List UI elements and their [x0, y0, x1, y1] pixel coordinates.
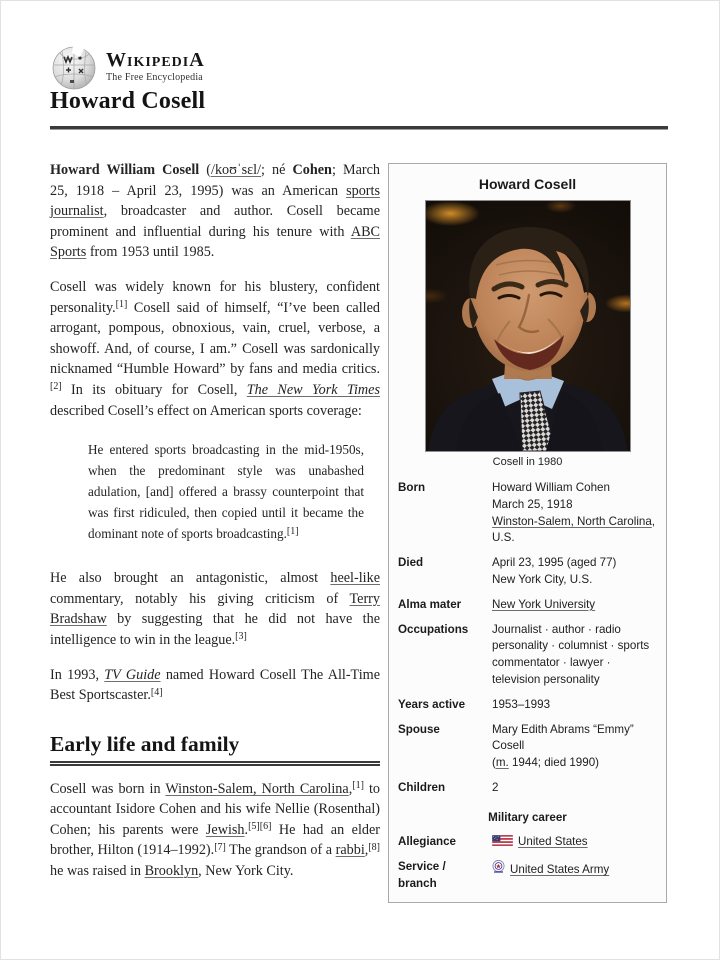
infobox-row-label: Born: [398, 481, 426, 494]
infobox-row: [398, 830, 657, 856]
paragraph-heel-commentary: He also brought an antagonistic, almost heel-like commentary, notably his giving criticism of Terry Bradshaw by suggesting that he did not have the intelligence to win in the league.[3]: [50, 570, 380, 648]
reference-link[interactable]: [1]: [352, 780, 364, 792]
reference-link[interactable]: [5][6]: [248, 821, 272, 833]
link[interactable]: heel-like: [330, 570, 380, 587]
link[interactable]: Winston-Salem, North Carolina: [492, 514, 652, 528]
infobox-row-label: Alma mater: [398, 597, 462, 611]
reference-link[interactable]: [2]: [50, 381, 62, 393]
infobox-row-label: Children: [398, 780, 446, 794]
reference-link[interactable]: [1]: [115, 299, 128, 311]
infobox-row: [398, 593, 657, 618]
link[interactable]: The New York Times: [246, 381, 380, 398]
portrait-illustration: [426, 201, 630, 451]
wikipedia-tagline: The Free Encyclopedia: [106, 72, 203, 83]
link[interactable]: TV Guide: [104, 666, 161, 683]
site-header: [52, 44, 205, 90]
article-body: [50, 160, 380, 896]
infobox-row-label: Died: [398, 556, 424, 570]
infobox-row-value: Mary Edith Abrams “Emmy” Cosell (m. 1944; died 1990): [492, 722, 634, 770]
infobox: [388, 163, 667, 903]
portrait-caption: Cosell in 1980: [492, 456, 563, 468]
reference-link[interactable]: [7]: [214, 841, 226, 853]
title-divider: [50, 126, 668, 130]
page-title: Howard Cosell: [50, 88, 206, 114]
link[interactable]: rabbi: [335, 842, 365, 859]
obituary-quote: He entered sports broadcasting in the mid-1950s, when the predominant style was unabashed adulation, [and] offered a brassy counterpoint that was first ridiculed, then copied until it became the dominant note of sports broadcasting.[1]: [88, 442, 364, 542]
infobox-row: [398, 476, 657, 551]
wikipedia-wordmark[interactable]: WikipediA: [106, 49, 205, 71]
infobox-row: [398, 618, 657, 693]
infobox-title: Howard Cosell: [478, 176, 577, 192]
infobox-row: [398, 693, 657, 718]
paragraph-tv-guide: In 1993, TV Guide named Howard Cosell The All-Time Best Sportscaster.[4]: [50, 666, 380, 704]
link[interactable]: United States: [518, 834, 588, 848]
infobox-row: [398, 718, 657, 776]
link[interactable]: United States Army: [510, 863, 610, 877]
reference-link[interactable]: [3]: [235, 631, 247, 643]
infobox-row-value: [492, 834, 657, 852]
logo-text-block: [106, 44, 205, 83]
portrait-photo[interactable]: [425, 200, 631, 452]
infobox-row-value: Journalist · author · radio personality · columnist · sports commentator · lawyer · television personality: [492, 622, 650, 686]
link[interactable]: Terry Bradshaw: [50, 590, 380, 628]
link[interactable]: ABC Sports: [50, 223, 380, 261]
infobox-row-label: Years active: [398, 697, 466, 711]
us-flag-icon: [492, 835, 513, 852]
infobox-row-value: [492, 597, 657, 614]
link[interactable]: New York University: [492, 597, 596, 611]
infobox-row: [398, 855, 657, 897]
infobox-row-value: 1953–1993: [492, 697, 551, 711]
infobox-row-value: 2: [492, 780, 499, 794]
us-army-seal-icon: [492, 859, 505, 880]
link[interactable]: sports journalist: [50, 182, 380, 220]
bold-text: Howard William Cosell: [50, 162, 200, 178]
reference-link[interactable]: [1]: [286, 525, 299, 537]
infobox-row-value: [492, 859, 657, 893]
intro-paragraph-2: Cosell was widely known for his blustery, confident personality.[1] Cosell said of himself, “I’ve been called arrogant, pompous, obnoxious, vain, cruel, verbose, a showoff. And, of course, I am.” Cosell was sardonically nicknamed “Humble Howard” by fans and media critics.[2] In its obituary for Cosell, The New York Times described Cosell’s effect on American sports coverage:: [50, 278, 380, 419]
early-life-paragraph: Cosell was born in Winston-Salem, North Carolina,[1] to accountant Isidore Cohen and his wife Nellie (Rosenthal) Cohen; his parents were Jewish.[5][6] He had an elder brother, Hilton (1914–1992).[7] The grandson of a rabbi,[8] he was raised in Brooklyn, New York City.: [50, 780, 381, 880]
infobox-row: [398, 776, 657, 801]
infobox-section-header: Military career: [488, 810, 567, 824]
infobox-row-label: Spouse: [398, 722, 440, 736]
wikipedia-globe-logo[interactable]: [52, 44, 96, 90]
intro-paragraph-1: Howard William Cosell (/koʊˈsɛl/; né Cohen; March 25, 1918 – April 23, 1995) was an American sports journalist, broadcaster and author. Cosell became prominent and influential during his tenure with ABC Sports from 1953 until 1985.: [50, 162, 380, 261]
infobox-row-label: Service / branch: [398, 860, 446, 891]
infobox-rows: [398, 476, 657, 897]
link[interactable]: Winston-Salem, North Carolina: [165, 780, 349, 797]
infobox-row-value: Howard William Cohen March 25, 1918 Winston-Salem, North Carolina, U.S.: [492, 481, 656, 545]
link[interactable]: Jewish: [205, 821, 245, 838]
reference-link[interactable]: [4]: [150, 686, 163, 698]
link[interactable]: Brooklyn: [144, 863, 199, 880]
infobox-row: [398, 551, 657, 593]
reference-link[interactable]: [8]: [368, 841, 380, 853]
infobox-row-label: Occupations: [398, 622, 469, 636]
infobox-row-value: April 23, 1995 (aged 77) New York City, U.S.: [492, 556, 617, 586]
link[interactable]: m.: [495, 756, 509, 770]
bold-text: Cohen: [292, 162, 332, 178]
link[interactable]: /koʊˈsɛl/: [211, 162, 262, 178]
section-heading-early-life: Early life and family: [50, 732, 380, 766]
infobox-row-label: Allegiance: [398, 834, 456, 848]
